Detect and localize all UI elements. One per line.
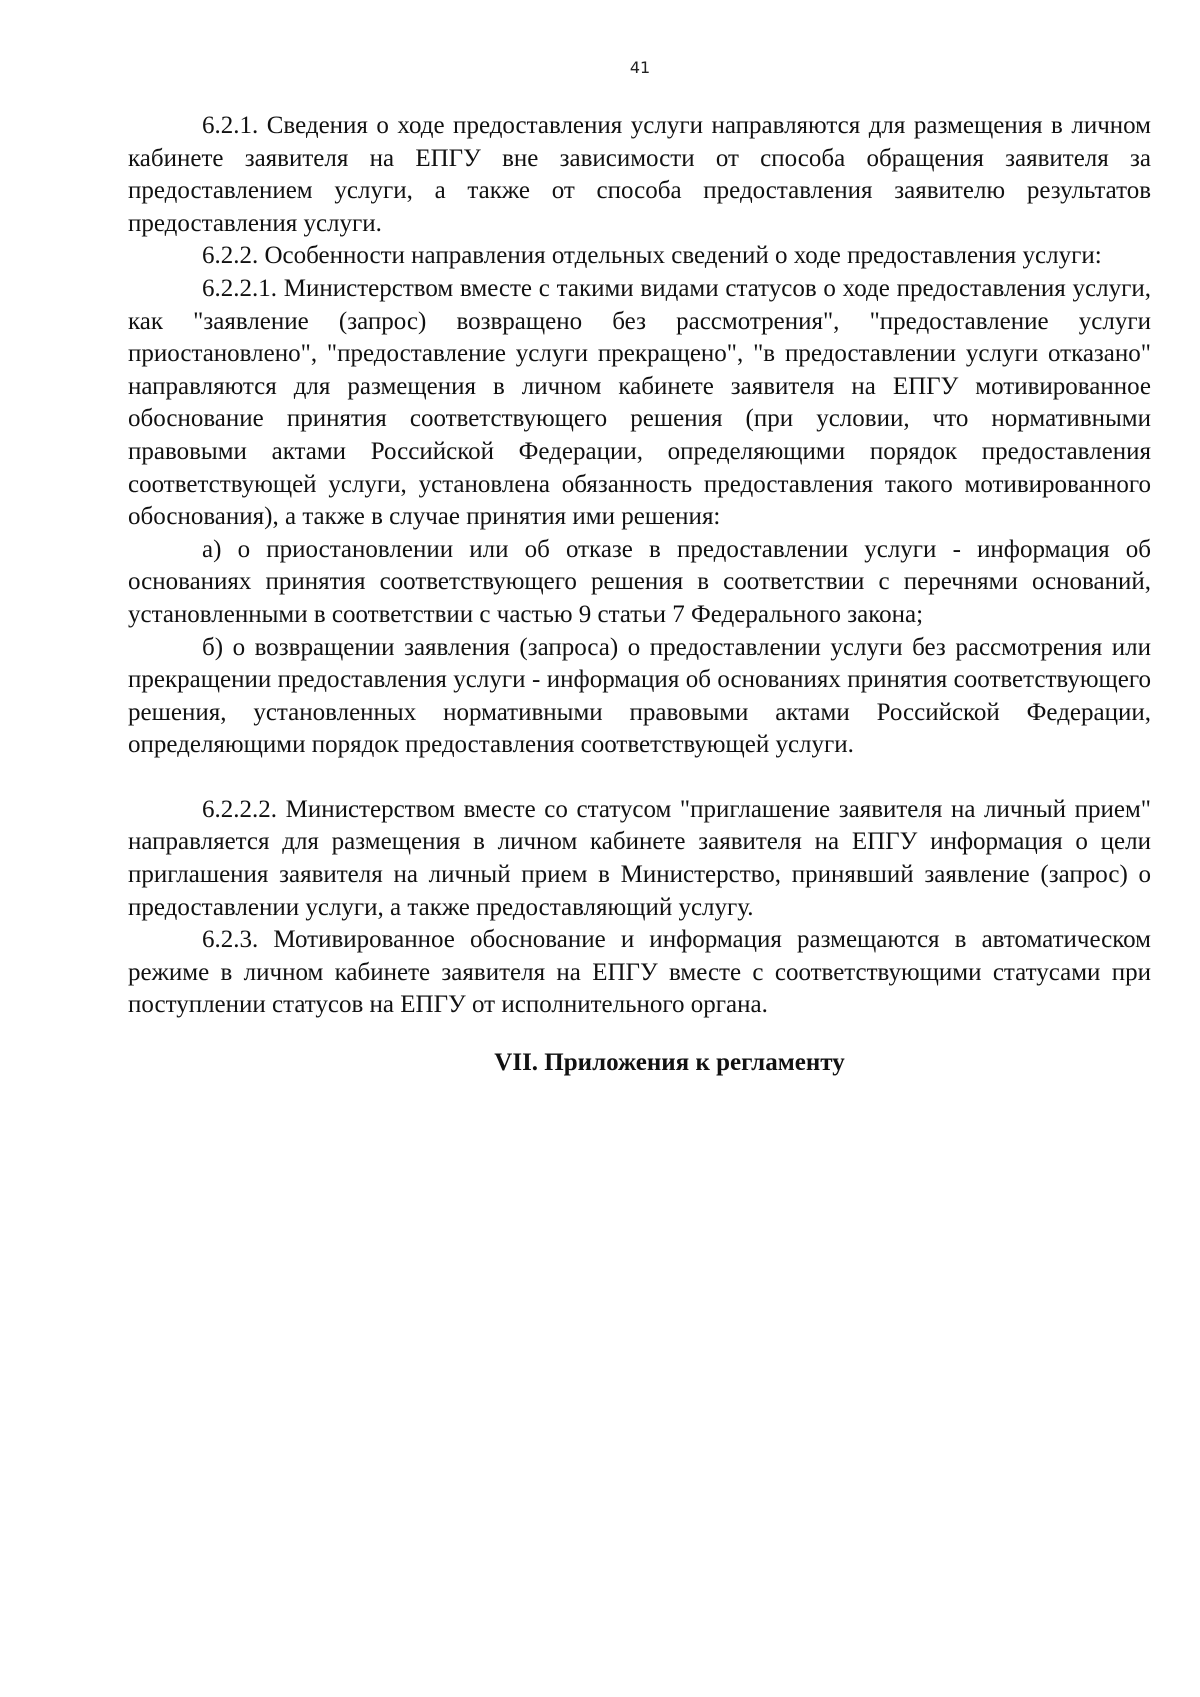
page-number: 41 — [629, 58, 651, 77]
paragraph-6-2-2-1: 6.2.2.1. Министерством вместе с такими видами статусов о ходе предоставления услуги, как "заявление (запрос) возвращено без рассмотрения", "предоставление услуги приостановлено", "предоставление услуги прекращено", "в предоставлении услуги отказано" направляются для размещения в личном кабинете заявителя на ЕПГУ мотивированное обоснование принятия соответствующего решения (при условии, что нормативными правовыми актами Российской Федерации, определяющими порядок предоставления соответствующей услуги, установлена обязанность предоставления такого мотивированного обоснования), а также в случае принятия ими решения: — [128, 274, 1151, 531]
document-body — [128, 110, 1151, 1079]
paragraph-item-b: б) о возвращении заявления (запроса) о предоставлении услуги без рассмотрения или прекращении предоставления услуги - информация об основаниях принятия соответствующего решения, установленных нормативными правовыми актами Российской Федерации, определяющими порядок предоставления соответствующей услуги. — [128, 633, 1151, 759]
paragraph-item-a: а) о приостановлении или об отказе в предоставлении услуги - информация об основаниях принятия соответствующего решения в соответствии с перечнями оснований, установленными в соответствии с частью 9 статьи 7 Федерального закона; — [128, 535, 1151, 628]
paragraph-6-2-1: 6.2.1. Сведения о ходе предоставления услуги направляются для размещения в личном кабинете заявителя на ЕПГУ вне зависимости от способа обращения заявителя за предоставлением услуги, а также от способа предоставления заявителю результатов предоставления услуги. — [128, 112, 1151, 237]
paragraph-6-2-2: 6.2.2. Особенности направления отдельных сведений о ходе предоставления услуги: — [202, 242, 1102, 270]
paragraph-6-2-3: 6.2.3. Мотивированное обоснование и информация размещаются в автоматическом режиме в личном кабинете заявителя на ЕПГУ вместе с соответствующими статусами при поступлении статусов на ЕПГУ от исполнительного органа. — [128, 926, 1151, 1019]
paragraph-6-2-2-2: 6.2.2.2. Министерством вместе со статусом "приглашение заявителя на личный прием" направляется для размещения в личном кабинете заявителя на ЕПГУ информация о цели приглашения заявителя на личный прием в Министерство, принявший заявление (запрос) о предоставлении услуги, а также предоставляющий услугу. — [128, 795, 1151, 921]
section-heading: VII. Приложения к регламенту — [494, 1049, 845, 1077]
